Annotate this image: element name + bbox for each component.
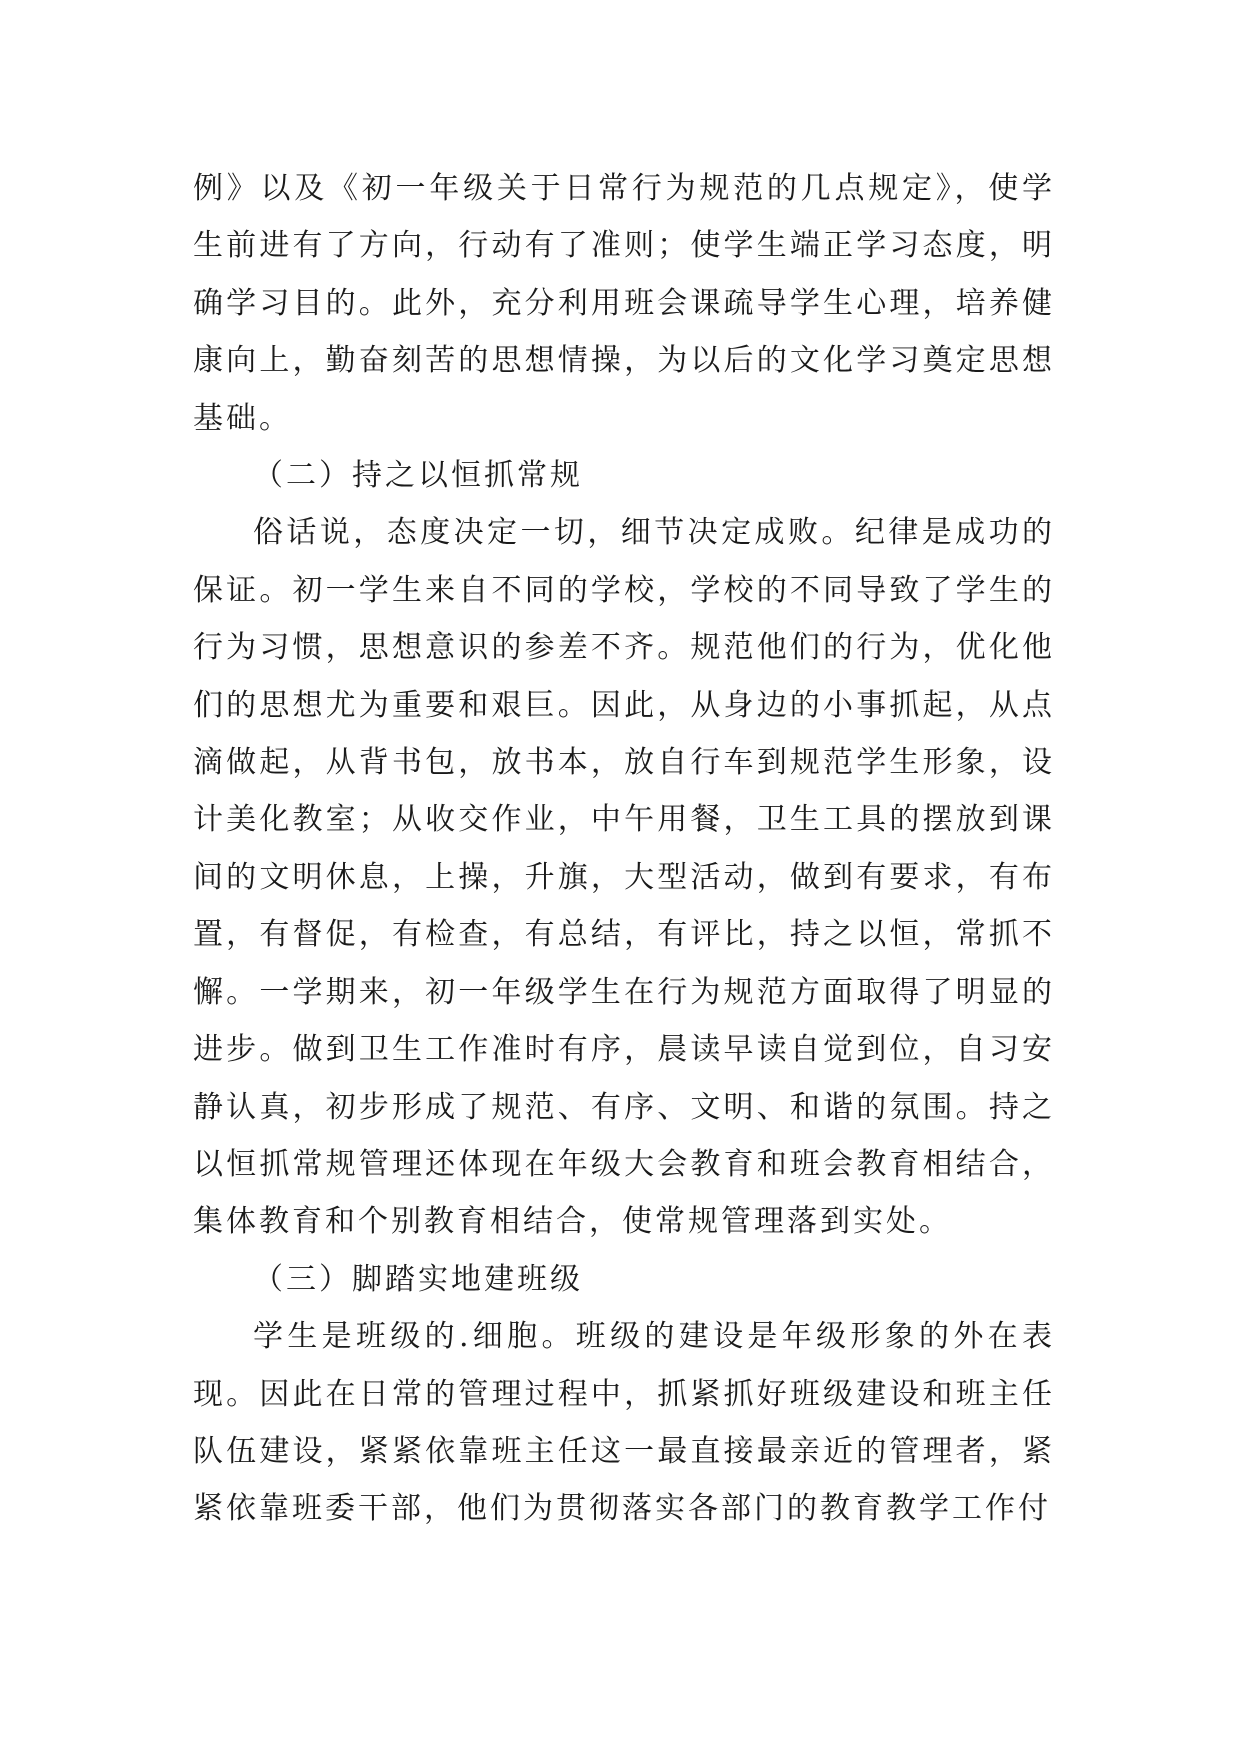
paragraph-continued: 例》以及《初一年级关于日常行为规范的几点规定》，使学生前进有了方向，行动有了准则；使学生端正学习态度，明确学习目的。此外，充分利用班会课疏导学生心理，培养健康向上，勤奋刻苦的思想情操，为以后的文化学习奠定思想基础。 [193, 171, 1055, 436]
section-heading-2: （二）持之以恒抓常规 [253, 458, 583, 494]
paragraph-class-building: 学生是班级的.细胞。班级的建设是年级形象的外在表现。因此在日常的管理过程中，抓紧抓好班级建设和班主任队伍建设，紧紧依靠班主任这一最直接最亲近的管理者，紧紧依靠班委干部，他们为贯彻落实各部门的教育教学工作付 [193, 1319, 1055, 1527]
paragraph-routine: 俗话说，态度决定一切，细节决定成败。纪律是成功的保证。初一学生来自不同的学校，学校的不同导致了学生的行为习惯，思想意识的参差不齐。规范他们的行为，优化他们的思想尤为重要和艰巨。因此，从身边的小事抓起，从点滴做起，从背书包，放书本，放自行车到规范学生形象，设计美化教室；从收交作业，中午用餐，卫生工具的摆放到课间的文明休息，上操，升旗，大型活动，做到有要求，有布置，有督促，有检查，有总结，有评比，持之以恒，常抓不懈。一学期来，初一年级学生在行为规范方面取得了明显的进步。做到卫生工作准时有序，晨读早读自觉到位，自习安静认真，初步形成了规范、有序、文明、和谐的氛围。持之以恒抓常规管理还体现在年级大会教育和班会教育相结合，集体教育和个别教育相结合，使常规管理落到实处。 [193, 515, 1055, 1240]
document-page [193, 160, 1055, 1538]
section-heading-3: （三）脚踏实地建班级 [253, 1261, 583, 1297]
